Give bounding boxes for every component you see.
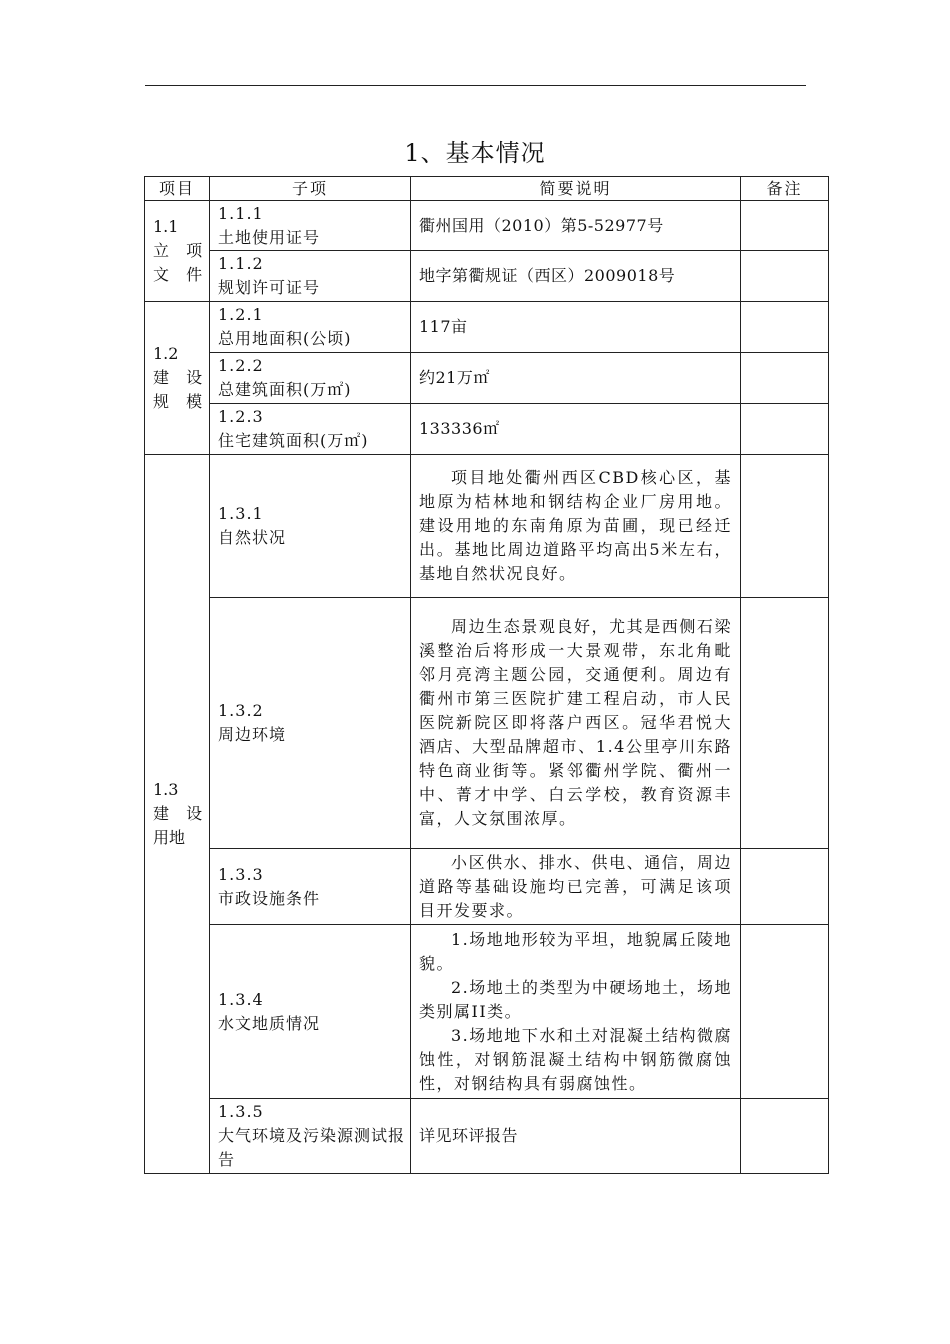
table-row — [145, 201, 829, 251]
remarks-cell — [741, 302, 829, 353]
subitem-1-3-1 — [210, 455, 411, 598]
remarks-cell — [741, 1099, 829, 1174]
table-row — [145, 925, 829, 1099]
group-line: 建 设 — [153, 368, 209, 387]
description-cell: 133336㎡ — [411, 404, 741, 455]
subitem-code: 1.3.4 — [218, 989, 264, 1009]
header-subitem: 子项 — [210, 177, 411, 201]
table-row — [145, 251, 829, 302]
subitem-1-3-2 — [210, 598, 411, 849]
description-paragraph: 小区供水、排水、供电、通信，周边道路等基础设施均已完善，可满足该项目开发要求。 — [419, 852, 732, 920]
subitem-code: 1.2.3 — [218, 407, 264, 426]
description-paragraph: 项目地处衢州西区CBD核心区，基地原为桔林地和钢结构企业厂房用地。建设用地的东南角原为苗圃，现已经迁出。基地比周边道路平均高出5米左右，基地自然状况良好。 — [419, 468, 732, 583]
subitem-name: 总建筑面积(万㎡) — [218, 380, 352, 399]
group-label-1-2 — [145, 302, 210, 455]
subitem-1-3-4 — [210, 925, 411, 1099]
header-description: 简要说明 — [411, 177, 741, 201]
header-remarks: 备注 — [741, 177, 829, 201]
description-cell: 衢州国用（2010）第5-52977号 — [411, 201, 741, 251]
description-cell — [411, 455, 741, 598]
remarks-cell — [741, 353, 829, 404]
remarks-cell — [741, 455, 829, 598]
remarks-cell — [741, 251, 829, 302]
table-row — [145, 302, 829, 353]
table-row — [145, 404, 829, 455]
subitem-code: 1.3.1 — [218, 504, 264, 523]
subitem-name: 大气环境及污染源测试报告 — [218, 1126, 406, 1169]
description-cell: 地字第衢规证（西区）2009018号 — [411, 251, 741, 302]
remarks-cell — [741, 849, 829, 925]
description-cell — [411, 849, 741, 925]
basic-info-table — [144, 176, 829, 1174]
subitem-code: 1.2.1 — [218, 305, 264, 324]
group-number: 1.2 — [153, 344, 179, 363]
description-paragraph: 2.场地土的类型为中硬场地土，场地类别属II类。 — [419, 977, 732, 1021]
remarks-cell — [741, 925, 829, 1099]
description-cell — [411, 925, 741, 1099]
group-line: 立 项 — [153, 241, 209, 260]
table-row — [145, 849, 829, 925]
group-number: 1.3 — [153, 780, 179, 799]
description-cell: 详见环评报告 — [411, 1099, 741, 1174]
group-number: 1.1 — [153, 217, 179, 236]
group-line: 建 设 — [153, 804, 209, 823]
description-paragraph: 1.场地地形较为平坦，地貌属丘陵地貌。 — [419, 929, 732, 973]
subitem-name: 周边环境 — [218, 725, 287, 744]
subitem-code: 1.3.5 — [218, 1102, 264, 1121]
page-title: 1、基本情况 — [404, 139, 546, 167]
header-item: 项目 — [145, 177, 210, 201]
group-label-1-1 — [145, 201, 210, 302]
description-cell: 117亩 — [411, 302, 741, 353]
subitem-name: 住宅建筑面积(万㎡) — [218, 431, 369, 450]
group-line: 用地 — [153, 828, 186, 847]
description-cell: 约21万㎡ — [411, 353, 741, 404]
subitem-name: 规划许可证号 — [218, 278, 321, 297]
subitem-code: 1.3.3 — [218, 864, 264, 884]
subitem-name: 市政设施条件 — [218, 888, 321, 908]
group-label-1-3 — [145, 455, 210, 1174]
subitem-1-2-2 — [210, 353, 411, 404]
header-rule — [145, 85, 806, 86]
subitem-code: 1.1.2 — [218, 254, 264, 273]
table-header-row — [145, 177, 829, 201]
subitem-code: 1.3.2 — [218, 701, 264, 720]
description-paragraph: 3.场地地下水和土对混凝土结构微腐蚀性，对钢筋混凝土结构中钢筋微腐蚀性，对钢结构具有弱腐蚀性。 — [419, 1025, 732, 1093]
subitem-1-1-2 — [210, 251, 411, 302]
description-cell — [411, 598, 741, 849]
subitem-name: 水文地质情况 — [218, 1013, 321, 1033]
table-row — [145, 598, 829, 849]
remarks-cell — [741, 598, 829, 849]
table-row — [145, 455, 829, 598]
remarks-cell — [741, 404, 829, 455]
subitem-name: 自然状况 — [218, 528, 287, 547]
subitem-1-2-3 — [210, 404, 411, 455]
subitem-1-2-1 — [210, 302, 411, 353]
group-line: 文 件 — [153, 265, 209, 284]
subitem-name: 土地使用证号 — [218, 227, 321, 247]
subitem-1-1-1 — [210, 201, 411, 251]
subitem-name: 总用地面积(公顷) — [218, 329, 352, 348]
table-row — [145, 353, 829, 404]
table-row — [145, 1099, 829, 1174]
remarks-cell — [741, 201, 829, 251]
subitem-code: 1.2.2 — [218, 356, 264, 375]
subitem-1-3-5 — [210, 1099, 411, 1174]
description-paragraph: 周边生态景观良好，尤其是西侧石梁溪整治后将形成一大景观带，东北角毗邻月亮湾主题公园，交通便利。周边有衢州市第三医院扩建工程启动，市人民医院新院区即将落户西区。冠华君悦大酒店、大型品牌超市、1.4公里亭川东路特色商业街等。紧邻衢州学院、衢州一中、菁才中学、白云学校，教育资源丰富，人文氛围浓厚。 — [419, 617, 732, 828]
group-line: 规 模 — [153, 392, 209, 411]
subitem-1-3-3 — [210, 849, 411, 925]
subitem-code: 1.1.1 — [218, 203, 264, 223]
